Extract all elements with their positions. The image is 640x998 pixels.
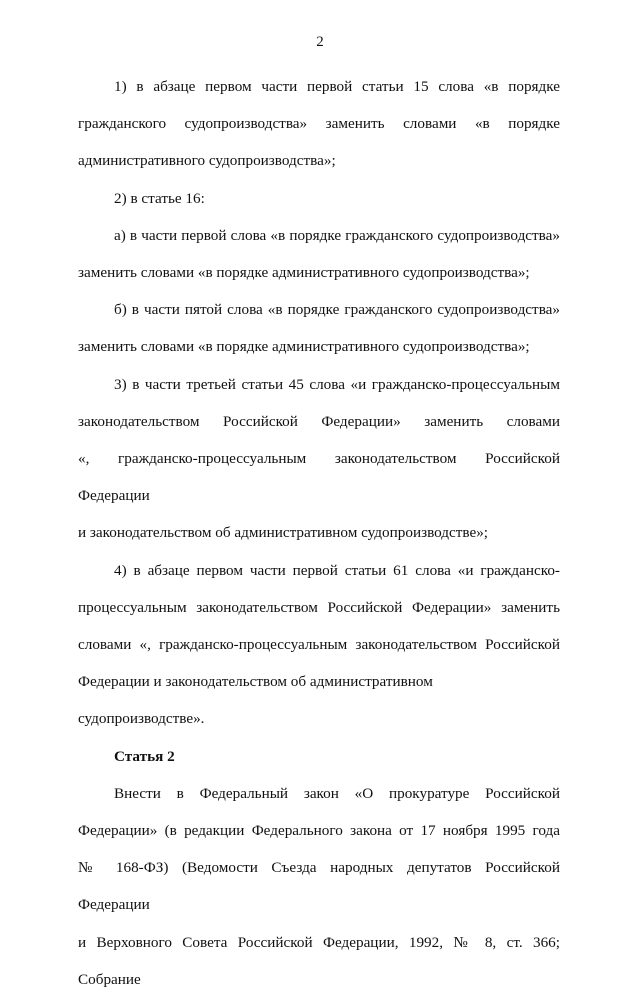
paragraph-item-b [78,291,560,365]
paragraph-item-2 [78,180,560,217]
text-line: заменить словами «в порядке административного судопроизводства»; [78,264,530,282]
text-line: 4) в абзаце первом части первой статьи 61 слова «и гражданско- [114,561,560,579]
paragraph-item-a [78,217,560,291]
text-line: словами «, гражданско-процессуальным законодательством Российской [78,636,560,654]
text-line: № 168-ФЗ) (Ведомости Съезда народных депутатов Российской Федерации [78,859,560,914]
paragraph-item-3 [78,366,560,552]
text-line: б) в части пятой слова «в порядке гражданского судопроизводства» [114,301,560,319]
text-line: «, гражданско-процессуальным законодательством Российской Федерации [78,450,560,505]
article-heading: Статья 2 [114,747,175,765]
text-line: 3) в части третьей статьи 45 слова «и гражданско-процессуальным [114,375,560,393]
text-line: законодательством Российской Федерации» заменить словами [78,412,560,430]
text-line: гражданского судопроизводства» заменить словами «в порядке [78,115,560,133]
text-line: Внести в Федеральный закон «О прокуратуре Российской [114,784,560,802]
text-line: и Верховного Совета Российской Федерации, 1992, № 8, ст. 366; Собрание [78,933,560,988]
document-body [78,68,560,998]
text-line: а) в части первой слова «в порядке гражданского судопроизводства» [114,226,560,244]
text-line: 2) в статье 16: [114,189,205,207]
text-line: процессуальным законодательством Российской Федерации» заменить [78,598,560,616]
text-line: Федерации и законодательством об административном судопроизводстве». [78,673,433,728]
text-line: Федерации» (в редакции Федерального закона от 17 ноября 1995 года [78,822,560,840]
article-paragraph [78,775,560,998]
paragraph-item-4 [78,552,560,738]
text-line: административного судопроизводства»; [78,152,336,170]
paragraph-item-1 [78,68,560,180]
text-line: 1) в абзаце первом части первой статьи 15 слова «в порядке [114,78,560,95]
page-number: 2 [316,34,324,50]
text-line: заменить словами «в порядке административного судопроизводства»; [78,338,530,356]
text-line: и законодательством об административном судопроизводстве»; [78,524,489,542]
